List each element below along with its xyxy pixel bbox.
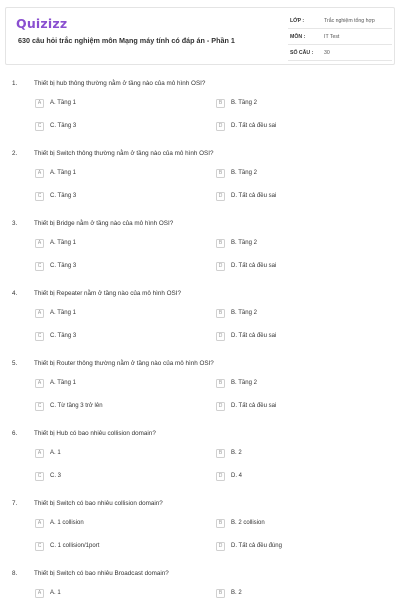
option-letter-box[interactable]: A xyxy=(35,449,44,458)
option-text: D. Tất cả đều sai xyxy=(231,263,277,269)
question-text: Thiết bị Switch có bao nhiêu Broadcast domain? xyxy=(34,570,169,577)
option-letter-box[interactable]: B xyxy=(216,589,225,598)
question-text: Thiết bị Bridge nằm ở tầng nào của mô hình OSI? xyxy=(34,220,174,227)
option-text: B. 2 xyxy=(231,450,242,456)
worksheet-header xyxy=(5,7,395,65)
meta-label: LỚP : xyxy=(290,18,305,24)
quiz-title: 630 câu hỏi trắc nghiệm môn Mạng máy tính có đáp án - Phần 1 xyxy=(18,36,235,45)
option-text: C. Tầng 3 xyxy=(50,193,77,199)
option-text: C. Tầng 3 xyxy=(50,333,77,339)
option-letter-box[interactable]: D xyxy=(216,332,225,341)
option-letter-box[interactable]: A xyxy=(35,169,44,178)
option-text: B. Tầng 2 xyxy=(231,240,257,246)
meta-value: 30 xyxy=(324,50,330,56)
option-text: B. Tầng 2 xyxy=(231,170,257,176)
option-letter-box[interactable]: B xyxy=(216,449,225,458)
option-letter-box[interactable]: A xyxy=(35,589,44,598)
option-letter-box[interactable]: D xyxy=(216,402,225,411)
option-letter-box[interactable]: C xyxy=(35,192,44,201)
meta-value: IT Test xyxy=(324,34,340,40)
quiz-meta xyxy=(288,14,392,62)
question-number: 8. xyxy=(12,570,18,577)
option-text: D. 4 xyxy=(231,473,243,479)
question-item xyxy=(0,568,400,600)
option-letter-box[interactable]: B xyxy=(216,239,225,248)
option-text: C. Tầng 3 xyxy=(50,123,77,129)
question-number: 5. xyxy=(12,360,18,367)
option-text: B. Tầng 2 xyxy=(231,100,257,106)
question-list xyxy=(0,78,400,600)
option-text: B. 2 xyxy=(231,590,242,596)
option-letter-box[interactable]: A xyxy=(35,379,44,388)
option-text: A. Tầng 1 xyxy=(50,170,76,176)
question-text: Thiết bị Hub có bao nhiêu collision domain? xyxy=(34,430,156,437)
option-text: C. Tầng 3 xyxy=(50,263,77,269)
meta-row-class xyxy=(288,14,392,29)
meta-label: SỐ CÂU : xyxy=(290,50,314,56)
option-text: A. 1 xyxy=(50,590,61,596)
option-letter-box[interactable]: B xyxy=(216,309,225,318)
option-letter-box[interactable]: B xyxy=(216,379,225,388)
option-text: C. 3 xyxy=(50,473,62,479)
option-text: A. Tầng 1 xyxy=(50,380,76,386)
option-letter-box[interactable]: D xyxy=(216,262,225,271)
option-text: D. Tất cả đều sai xyxy=(231,403,277,409)
option-letter-box[interactable]: C xyxy=(35,262,44,271)
option-letter-box[interactable]: B xyxy=(216,519,225,528)
option-letter-box[interactable]: B xyxy=(216,99,225,108)
meta-row-subject xyxy=(288,30,392,45)
option-text: D. Tất cả đều sai xyxy=(231,333,277,339)
option-letter-box[interactable]: A xyxy=(35,239,44,248)
option-text: C. Từ tầng 3 trở lên xyxy=(50,403,103,409)
option-text: C. 1 collision/1port xyxy=(50,543,100,549)
option-text: A. 1 collision xyxy=(50,520,84,526)
option-letter-box[interactable]: C xyxy=(35,542,44,551)
option-text: B. Tầng 2 xyxy=(231,310,257,316)
question-item xyxy=(0,148,400,218)
option-text: A. Tầng 1 xyxy=(50,240,76,246)
question-text: Thiết bị hub thông thường nằm ở tầng nào của mô hình OSI? xyxy=(34,80,206,87)
question-item xyxy=(0,498,400,568)
question-number: 2. xyxy=(12,150,18,157)
question-number: 6. xyxy=(12,430,18,437)
option-letter-box[interactable]: A xyxy=(35,309,44,318)
option-letter-box[interactable]: B xyxy=(216,169,225,178)
quizizz-logo[interactable]: Quizizz xyxy=(16,16,68,31)
meta-row-question-count xyxy=(288,46,392,61)
question-text: Thiết bị Repeater nằm ở tầng nào của mô hình OSI? xyxy=(34,290,181,297)
option-letter-box[interactable]: D xyxy=(216,122,225,131)
question-text: Thiết bị Switch thông thường nằm ở tầng nào của mô hình OSI? xyxy=(34,150,214,157)
question-number: 1. xyxy=(12,80,18,87)
option-text: B. Tầng 2 xyxy=(231,380,257,386)
question-item xyxy=(0,358,400,428)
option-text: A. 1 xyxy=(50,450,61,456)
meta-value: Trắc nghiệm tổng hợp xyxy=(324,18,375,24)
question-number: 3. xyxy=(12,220,18,227)
option-letter-box[interactable]: D xyxy=(216,472,225,481)
option-text: B. 2 collision xyxy=(231,520,265,526)
question-text: Thiết bị Switch có bao nhiêu collision domain? xyxy=(34,500,163,507)
option-letter-box[interactable]: D xyxy=(216,192,225,201)
option-letter-box[interactable]: C xyxy=(35,402,44,411)
question-item xyxy=(0,288,400,358)
option-text: D. Tất cả đều sai xyxy=(231,193,277,199)
question-text: Thiết bị Router thông thường nằm ở tầng nào của mô hình OSI? xyxy=(34,360,214,367)
option-letter-box[interactable]: C xyxy=(35,332,44,341)
meta-label: MÔN : xyxy=(290,34,306,40)
question-item xyxy=(0,428,400,498)
option-text: D. Tất cả đều đúng xyxy=(231,543,282,549)
option-letter-box[interactable]: C xyxy=(35,122,44,131)
option-text: D. Tất cả đều sai xyxy=(231,123,277,129)
question-item xyxy=(0,218,400,288)
option-letter-box[interactable]: A xyxy=(35,99,44,108)
option-letter-box[interactable]: C xyxy=(35,472,44,481)
option-letter-box[interactable]: D xyxy=(216,542,225,551)
option-text: A. Tầng 1 xyxy=(50,310,76,316)
option-text: A. Tầng 1 xyxy=(50,100,76,106)
question-number: 4. xyxy=(12,290,18,297)
option-letter-box[interactable]: A xyxy=(35,519,44,528)
question-item xyxy=(0,78,400,148)
question-number: 7. xyxy=(12,500,18,507)
